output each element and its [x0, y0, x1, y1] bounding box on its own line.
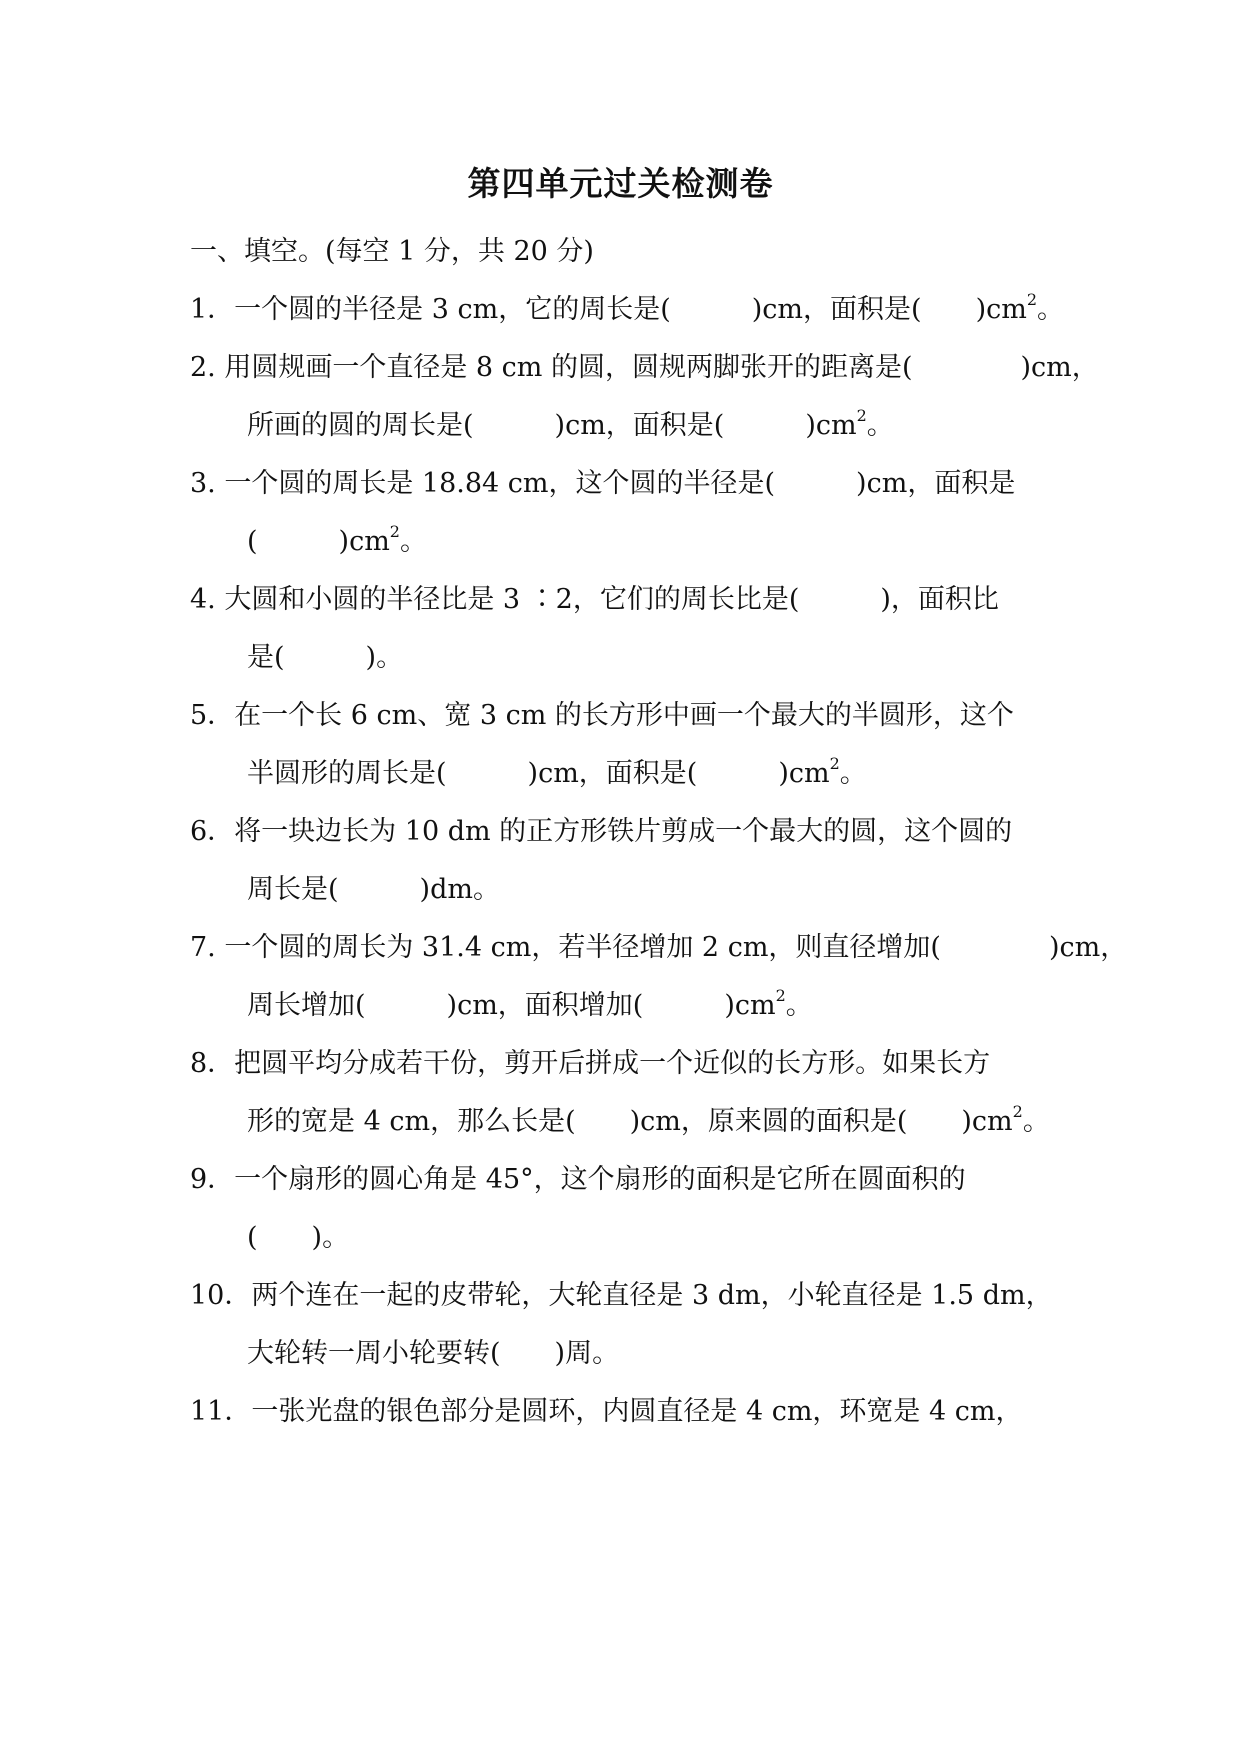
line-text: 半圆形的周长是( )cm，面积是( )cm — [247, 758, 830, 789]
line-tail: 。 — [1037, 294, 1065, 325]
line-tail: 。 — [785, 990, 813, 1021]
question-1-line — [190, 288, 1064, 332]
line-text: 1．一个圆的半径是 3 cm，它的周长是( )cm，面积是( )cm — [190, 294, 1027, 325]
superscript: 2 — [856, 406, 867, 425]
superscript: 2 — [1026, 290, 1038, 309]
superscript: 2 — [389, 522, 400, 541]
question-6-continuation — [247, 868, 500, 912]
line-text: 周长增加( )cm，面积增加( )cm — [247, 990, 776, 1021]
question-4-line — [190, 578, 999, 622]
question-8-continuation — [247, 1100, 1050, 1144]
question-5-continuation — [247, 752, 867, 796]
line-text: 6．将一块边长为 10 dm 的正方形铁片剪成一个最大的圆，这个圆的 — [190, 816, 1013, 847]
question-10-line — [190, 1274, 1053, 1318]
question-11-line — [190, 1390, 1023, 1434]
line-text: 形的宽是 4 cm，那么长是( )cm，原来圆的面积是( )cm — [247, 1106, 1013, 1137]
line-text: 是( )。 — [247, 642, 404, 673]
superscript: 2 — [1012, 1102, 1023, 1121]
question-9-line — [190, 1158, 966, 1202]
line-text: 7. 一个圆的周长为 31.4 cm，若半径增加 2 cm，则直径增加( )cm， — [190, 932, 1128, 963]
line-text: 9．一个扇形的圆心角是 45°，这个扇形的面积是它所在圆面积的 — [190, 1164, 966, 1195]
question-8-line — [190, 1042, 990, 1086]
line-text: ( )。 — [247, 1222, 350, 1253]
question-10-continuation — [247, 1332, 619, 1376]
line-tail: 。 — [1022, 1106, 1050, 1137]
question-6-line — [190, 810, 1012, 854]
line-text: 大轮转一周小轮要转( )周。 — [247, 1338, 620, 1369]
line-text: 3. 一个圆的周长是 18.84 cm，这个圆的半径是( )cm，面积是 — [190, 468, 1016, 499]
question-2-line — [190, 346, 1099, 390]
section-heading: 一、填空。(每空 1 分，共 20 分) — [190, 236, 594, 267]
line-text: ( )cm — [247, 526, 390, 557]
line-text: 周长是( )dm。 — [247, 874, 500, 905]
question-2-continuation — [247, 404, 894, 448]
question-3-continuation — [247, 520, 427, 564]
superscript: 2 — [829, 754, 840, 773]
line-text: 11．一张光盘的银色部分是圆环，内圆直径是 4 cm，环宽是 4 cm， — [190, 1396, 1023, 1427]
question-3-line — [190, 462, 1015, 506]
line-text: 2. 用圆规画一个直径是 8 cm 的圆，圆规两脚张开的距离是( )cm， — [190, 352, 1099, 383]
question-4-continuation — [247, 636, 403, 680]
line-tail: 。 — [839, 758, 867, 789]
line-tail: 。 — [399, 526, 427, 557]
line-text: 8．把圆平均分成若干份，剪开后拼成一个近似的长方形。如果长方 — [190, 1048, 991, 1079]
question-5-line — [190, 694, 1014, 738]
line-text: 5．在一个长 6 cm、宽 3 cm 的长方形中画一个最大的半圆形，这个 — [190, 700, 1014, 731]
question-7-continuation — [247, 984, 813, 1028]
line-text: 所画的圆的周长是( )cm，面积是( )cm — [247, 410, 857, 441]
question-7-line — [190, 926, 1127, 970]
superscript: 2 — [775, 986, 786, 1005]
question-9-continuation — [247, 1216, 349, 1260]
line-text: 4. 大圆和小圆的半径比是 3 ∶2，它们的周长比是( )，面积比 — [190, 584, 999, 615]
document-title: 第四单元过关检测卷 — [467, 164, 774, 203]
line-tail: 。 — [866, 410, 894, 441]
line-text: 10．两个连在一起的皮带轮，大轮直径是 3 dm，小轮直径是 1.5 dm， — [190, 1280, 1053, 1311]
